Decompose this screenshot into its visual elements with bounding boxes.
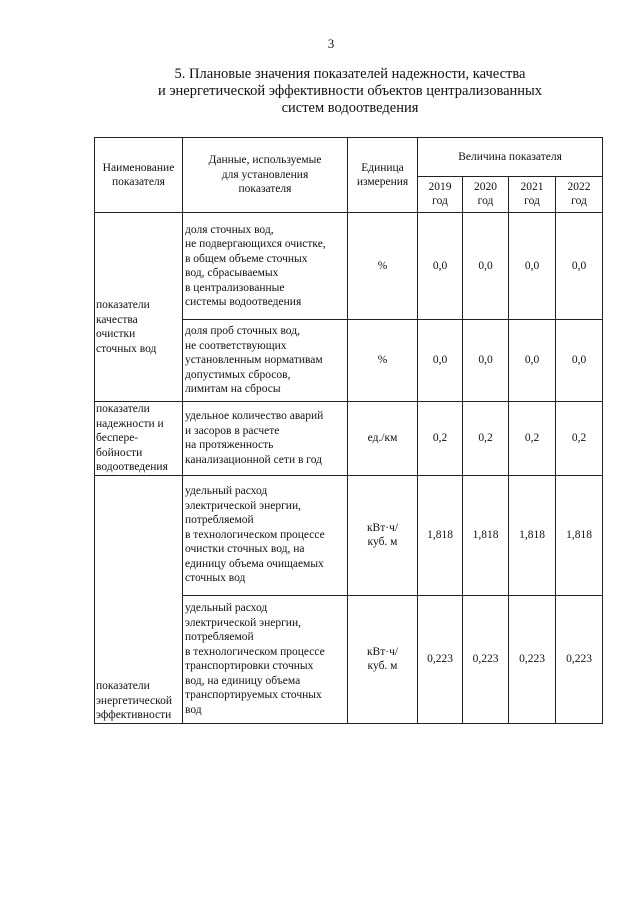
year-number: 2022 [567, 180, 591, 193]
value-cell: 0,0 [418, 213, 463, 320]
value-cell: 0,0 [556, 320, 603, 402]
description-text: доля проб сточных вод, [185, 325, 300, 338]
description-text: доля сточных вод, [185, 223, 274, 236]
header-year [418, 176, 463, 212]
description-cell [183, 213, 348, 320]
header-text: Наименование [102, 161, 175, 174]
description-text: установленным нормативам [185, 354, 323, 367]
description-cell [183, 402, 348, 476]
table-row [95, 213, 603, 320]
unit-cell: % [348, 213, 418, 320]
description-text: лимитам на сбросы [185, 383, 281, 396]
category-text: качества [96, 313, 138, 326]
category-text: показатели [96, 299, 150, 311]
title-line: 5. Плановые значения показателей надежности, качества [174, 66, 526, 82]
unit-text: кВт·ч/ [366, 521, 399, 534]
description-cell [183, 475, 348, 595]
description-text: потребляемой [185, 514, 254, 527]
year-number: 2020 [474, 180, 497, 193]
year-suffix: год [524, 195, 540, 208]
category-text: энергетической [96, 694, 172, 707]
unit-text: кВт·ч/ [366, 645, 399, 658]
header-data-used [183, 138, 348, 213]
description-text: системы водоотведения [185, 296, 302, 308]
value-cell: 0,0 [463, 213, 509, 320]
header-text: Данные, используемые [208, 154, 322, 167]
value-cell: 0,0 [509, 320, 556, 402]
value-cell: 0,2 [509, 402, 556, 476]
description-text: допустимых сбросов, [185, 368, 291, 381]
value-cell: 1,818 [463, 475, 509, 595]
value-cell: 1,818 [556, 475, 603, 595]
year-suffix: год [477, 195, 494, 208]
description-text: вод [185, 703, 202, 716]
category-text: показатели [96, 403, 150, 415]
year-number: 2019 [428, 180, 452, 193]
category-text: сточных вод [96, 342, 157, 355]
page-number: 3 [327, 36, 335, 51]
value-cell: 1,818 [418, 475, 463, 595]
header-text: для установления [221, 168, 309, 181]
year-suffix: год [571, 195, 587, 208]
description-text: в технологическом процессе [185, 528, 325, 541]
unit-cell: ед./км [348, 402, 418, 476]
description-text: канализационной сети в год [185, 453, 322, 466]
header-year [463, 176, 509, 212]
description-text: в технологическом процессе [185, 645, 325, 658]
value-cell: 0,2 [463, 402, 509, 476]
description-text: транспортируемых сточных [185, 689, 322, 701]
category-text: надежности и [96, 417, 164, 430]
value-cell: 1,818 [509, 475, 556, 595]
title-line: и энергетической эффективности объектов централизованных [157, 83, 543, 99]
value-cell: 0,223 [509, 595, 556, 723]
category-cell [95, 213, 183, 402]
value-cell: 0,0 [418, 320, 463, 402]
category-text: водоотведения [96, 461, 168, 473]
description-text: электрической энергии, [185, 499, 301, 512]
header-unit [348, 138, 418, 213]
description-text: удельный расход [185, 485, 268, 498]
description-cell [183, 595, 348, 723]
table-row [95, 475, 603, 595]
description-text: потребляемой [185, 631, 254, 643]
category-text: беспере- [96, 432, 139, 444]
description-text: удельное количество аварий [185, 410, 324, 423]
category-text: очистки [96, 328, 136, 340]
description-text: удельный расход [185, 602, 268, 614]
value-cell: 0,223 [556, 595, 603, 723]
description-text: электрической энергии, [185, 616, 301, 629]
indicators-table [94, 137, 603, 724]
description-text: очистки сточных вод, на [185, 543, 305, 556]
description-text: вод, на единицу объема [185, 674, 301, 687]
header-text: измерения [356, 176, 409, 188]
header-indicator-name [95, 138, 183, 213]
unit-cell: % [348, 320, 418, 402]
unit-cell [348, 595, 418, 723]
category-cell [95, 402, 183, 476]
header-text: показателя [112, 176, 165, 188]
description-text: не соответствующих [185, 339, 287, 352]
value-cell: 0,223 [463, 595, 509, 723]
header-value-group: Величина показателя [418, 138, 603, 177]
description-text: на протяженность [185, 439, 274, 452]
unit-cell [348, 475, 418, 595]
category-text: показатели [96, 680, 150, 692]
description-text: единицу объема очищаемых [185, 557, 324, 570]
value-cell: 0,0 [463, 320, 509, 402]
description-text: сточных вод [185, 572, 246, 585]
description-text: транспортировки сточных [185, 660, 314, 672]
category-cell [95, 475, 183, 723]
description-cell [183, 320, 348, 402]
table-row [95, 402, 603, 476]
header-year [556, 176, 603, 212]
table-header-row [95, 138, 603, 177]
header-text: показателя [238, 183, 292, 196]
year-suffix: год [432, 195, 448, 208]
description-text: не подвергающихся очистке, [185, 238, 326, 250]
unit-text: куб. м [367, 536, 398, 548]
unit-text: куб. м [367, 660, 398, 672]
category-text: эффективности [96, 709, 172, 721]
category-text: бойности [96, 446, 143, 459]
value-cell: 0,2 [556, 402, 603, 476]
description-text: и засоров в расчете [185, 424, 280, 437]
header-year [509, 176, 556, 212]
page-title [120, 66, 580, 117]
value-cell: 0,2 [418, 402, 463, 476]
header-text: Единица [361, 161, 404, 174]
description-text: в централизованные [185, 281, 285, 294]
description-text: вод, сбрасываемых [185, 267, 279, 279]
value-cell: 0,0 [556, 213, 603, 320]
description-text: в общем объеме сточных [185, 252, 308, 265]
value-cell: 0,223 [418, 595, 463, 723]
title-line: систем водоотведения [281, 100, 419, 116]
value-cell: 0,0 [509, 213, 556, 320]
year-number: 2021 [520, 180, 544, 193]
